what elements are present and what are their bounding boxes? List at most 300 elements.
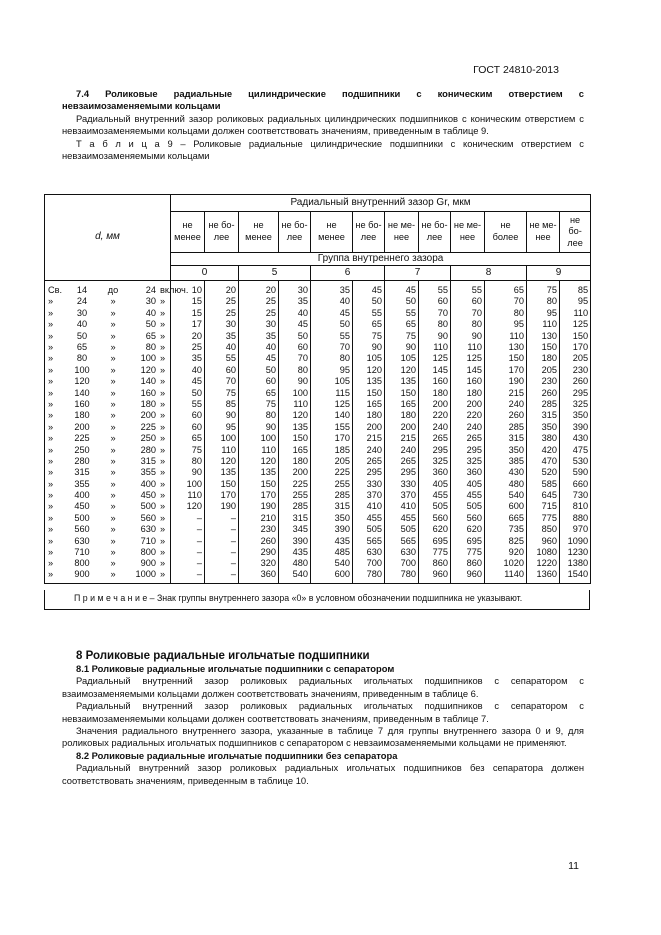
d-range-cell <box>45 558 171 569</box>
value-cell: 60 <box>205 364 239 375</box>
value-cell: 330 <box>353 478 385 489</box>
value-cell: – <box>171 535 205 546</box>
value-cell: 55 <box>205 353 239 364</box>
group-cell: 7 <box>385 266 451 281</box>
d-upper: 225 <box>140 421 156 432</box>
d-lower: 24 <box>76 296 88 307</box>
sub-header-cell: не более <box>485 212 527 253</box>
value-cell: 180 <box>527 353 560 364</box>
d-upper: 355 <box>140 467 156 478</box>
d-upper: 140 <box>140 376 156 387</box>
value-cell: 360 <box>239 569 279 583</box>
value-cell: 55 <box>419 285 451 296</box>
d-upper: 200 <box>140 410 156 421</box>
d-upper: 800 <box>140 547 156 558</box>
d-to: » <box>110 501 116 512</box>
value-cell: 120 <box>239 455 279 466</box>
value-cell: 135 <box>205 467 239 478</box>
table-row <box>45 433 591 444</box>
value-cell: 350 <box>311 512 353 523</box>
value-cell: 65 <box>385 319 419 330</box>
d-range-cell <box>45 569 171 583</box>
table-header-row <box>45 195 591 212</box>
d-lower: 630 <box>74 535 90 546</box>
value-cell: 825 <box>485 535 527 546</box>
d-lower: 710 <box>74 547 90 558</box>
note-text: П р и м е ч а н и е – Знак группы внутреннего зазора «0» в условном обозначении подшипника не указывают. <box>74 593 523 603</box>
value-cell: 150 <box>385 387 419 398</box>
value-cell: 150 <box>279 433 311 444</box>
value-cell: 255 <box>311 478 353 489</box>
value-cell: 455 <box>451 490 485 501</box>
value-cell: 780 <box>353 569 385 583</box>
table-row <box>45 319 591 330</box>
d-lower: 250 <box>74 444 90 455</box>
d-to: до <box>107 285 119 296</box>
d-prefix: » <box>48 490 54 501</box>
value-cell: 1140 <box>485 569 527 583</box>
d-upper: 450 <box>140 490 156 501</box>
table-9-note <box>44 590 590 610</box>
value-cell: 240 <box>451 421 485 432</box>
d-to: » <box>110 490 116 501</box>
d-range-cell <box>45 467 171 478</box>
value-cell: 215 <box>485 387 527 398</box>
value-cell: 215 <box>353 433 385 444</box>
value-cell: 320 <box>239 558 279 569</box>
value-cell: 390 <box>311 524 353 535</box>
value-cell: 70 <box>451 307 485 318</box>
d-lower: 280 <box>74 455 90 466</box>
value-cell: 190 <box>239 501 279 512</box>
value-cell: 125 <box>419 353 451 364</box>
d-prefix: » <box>48 342 54 352</box>
value-cell: 170 <box>560 341 591 352</box>
value-cell: 200 <box>451 398 485 409</box>
value-cell: 170 <box>205 490 239 501</box>
value-cell: 295 <box>419 444 451 455</box>
value-cell: 80 <box>279 364 311 375</box>
value-cell: 505 <box>419 501 451 512</box>
value-cell: 75 <box>205 387 239 398</box>
value-cell: 75 <box>527 285 560 296</box>
value-cell: 285 <box>527 398 560 409</box>
value-cell: 220 <box>419 410 451 421</box>
d-prefix: Св. <box>48 285 63 296</box>
d-upper: 160 <box>140 387 156 398</box>
value-cell: 1360 <box>527 569 560 583</box>
value-cell: 455 <box>419 490 451 501</box>
value-cell: 110 <box>485 330 527 341</box>
value-cell: 435 <box>279 546 311 557</box>
value-cell: 390 <box>560 421 591 432</box>
value-cell: 695 <box>419 535 451 546</box>
d-to: » <box>110 353 116 364</box>
value-cell: 290 <box>239 546 279 557</box>
value-cell: 180 <box>279 455 311 466</box>
d-lower: 140 <box>74 387 90 398</box>
d-incl: » <box>160 319 166 330</box>
value-cell: 50 <box>239 364 279 375</box>
value-cell: 180 <box>419 387 451 398</box>
value-cell: 230 <box>560 364 591 375</box>
value-cell: 20 <box>239 285 279 296</box>
value-cell: 405 <box>451 478 485 489</box>
section-7-4-paragraph: Радиальный внутренний зазор роликовых радиальных цилиндрических подшипников с коническим отверстием с невзаимозаменяемыми кольцами должен соответствовать значениям, приведенным в таблице 9. <box>62 112 584 137</box>
d-to: » <box>110 307 116 318</box>
d-incl: » <box>160 501 166 512</box>
value-cell: 265 <box>419 433 451 444</box>
d-lower: 160 <box>74 398 90 409</box>
value-cell: 1080 <box>527 546 560 557</box>
d-lower: 225 <box>74 433 90 444</box>
value-cell: – <box>171 524 205 535</box>
d-range-cell <box>45 330 171 341</box>
value-cell: 50 <box>311 319 353 330</box>
value-cell: 150 <box>239 478 279 489</box>
value-cell: 190 <box>485 376 527 387</box>
value-cell: 95 <box>560 296 591 307</box>
d-upper: 24 <box>145 285 156 296</box>
value-cell: 15 <box>171 307 205 318</box>
table-row <box>45 524 591 535</box>
value-cell: 455 <box>353 512 385 523</box>
table-row <box>45 467 591 478</box>
value-cell: 145 <box>419 364 451 375</box>
value-cell: 410 <box>385 501 419 512</box>
value-cell: 295 <box>385 467 419 478</box>
value-cell: 540 <box>279 569 311 583</box>
value-cell: 180 <box>451 387 485 398</box>
d-incl: » <box>160 512 166 523</box>
value-cell: 860 <box>451 558 485 569</box>
d-to: » <box>110 455 116 466</box>
d-incl: » <box>160 342 166 352</box>
value-cell: 350 <box>560 410 591 421</box>
value-cell: 140 <box>311 410 353 421</box>
value-cell: 35 <box>171 353 205 364</box>
value-cell: 205 <box>560 353 591 364</box>
d-incl: » <box>160 296 166 307</box>
sub-header-cell: не менее <box>311 212 353 253</box>
value-cell: 260 <box>560 376 591 387</box>
table-row <box>45 569 591 583</box>
d-range-cell <box>45 398 171 409</box>
d-range-cell <box>45 364 171 375</box>
value-cell: 880 <box>560 512 591 523</box>
value-cell: 115 <box>311 387 353 398</box>
d-upper: 630 <box>140 524 156 535</box>
table-row <box>45 546 591 557</box>
value-cell: 45 <box>171 376 205 387</box>
value-cell: 145 <box>451 364 485 375</box>
value-cell: 80 <box>451 319 485 330</box>
value-cell: 505 <box>451 501 485 512</box>
value-cell: 565 <box>353 535 385 546</box>
d-range-cell <box>45 376 171 387</box>
value-cell: 75 <box>385 330 419 341</box>
section-8 <box>62 649 584 787</box>
d-to: » <box>110 410 116 421</box>
page-number: 11 <box>568 860 579 872</box>
d-incl: » <box>160 410 166 421</box>
value-cell: 90 <box>385 341 419 352</box>
value-cell: 430 <box>485 467 527 478</box>
value-cell: 40 <box>311 296 353 307</box>
value-cell: 360 <box>451 467 485 478</box>
d-lower: 400 <box>74 490 90 501</box>
value-cell: 100 <box>171 478 205 489</box>
value-cell: 620 <box>419 524 451 535</box>
table-row <box>45 535 591 546</box>
d-upper: 40 <box>145 307 156 318</box>
d-range-cell <box>45 455 171 466</box>
value-cell: 220 <box>451 410 485 421</box>
value-cell: 80 <box>171 455 205 466</box>
value-cell: – <box>171 512 205 523</box>
d-prefix: » <box>48 319 54 330</box>
value-cell: 505 <box>353 524 385 535</box>
sub-header-cell: не бо-лее <box>205 212 239 253</box>
value-cell: 565 <box>385 535 419 546</box>
table-row <box>45 455 591 466</box>
d-prefix: » <box>48 535 54 546</box>
d-range-cell <box>45 387 171 398</box>
value-cell: 15 <box>171 296 205 307</box>
value-cell: 110 <box>451 341 485 352</box>
table-row <box>45 341 591 352</box>
value-cell: 120 <box>205 455 239 466</box>
d-incl: » <box>160 558 166 569</box>
value-cell: 110 <box>279 398 311 409</box>
value-cell: 225 <box>279 478 311 489</box>
value-cell: 265 <box>451 433 485 444</box>
d-prefix: » <box>48 444 54 455</box>
value-cell: 45 <box>385 285 419 296</box>
d-incl: » <box>160 524 166 535</box>
value-cell: 485 <box>311 546 353 557</box>
value-cell: 40 <box>239 341 279 352</box>
value-cell: 60 <box>419 296 451 307</box>
value-cell: 240 <box>385 444 419 455</box>
value-cell: 225 <box>311 467 353 478</box>
value-cell: 125 <box>311 398 353 409</box>
value-cell: 80 <box>485 307 527 318</box>
d-prefix: » <box>48 501 54 512</box>
value-cell: 110 <box>419 341 451 352</box>
value-cell: 60 <box>171 421 205 432</box>
value-cell: 960 <box>527 535 560 546</box>
d-prefix: » <box>48 569 54 580</box>
sub-header-cell: не менее <box>171 212 205 253</box>
value-cell: 95 <box>527 307 560 318</box>
value-cell: 95 <box>205 421 239 432</box>
value-cell: 70 <box>311 341 353 352</box>
d-lower: 560 <box>74 524 90 535</box>
value-cell: 315 <box>485 433 527 444</box>
d-range-cell <box>45 535 171 546</box>
value-cell: 80 <box>239 410 279 421</box>
d-range-cell <box>45 421 171 432</box>
value-cell: 80 <box>311 353 353 364</box>
sub-header-cell: не бо-лее <box>279 212 311 253</box>
value-cell: 330 <box>385 478 419 489</box>
value-cell: 130 <box>485 341 527 352</box>
value-cell: 55 <box>311 330 353 341</box>
sub-header-cell: не бо-лее <box>560 212 591 253</box>
value-cell: 260 <box>239 535 279 546</box>
value-cell: 665 <box>485 512 527 523</box>
d-upper: 30 <box>145 296 156 307</box>
table-row <box>45 444 591 455</box>
value-cell: 160 <box>419 376 451 387</box>
table-row <box>45 478 591 489</box>
value-cell: 150 <box>353 387 385 398</box>
d-range-cell <box>45 285 189 296</box>
value-cell: 325 <box>560 398 591 409</box>
value-cell: 350 <box>527 421 560 432</box>
section-8-heading: 8 Роликовые радиальные игольчатые подшипники <box>76 650 370 662</box>
value-cell: 325 <box>451 455 485 466</box>
table-row <box>45 330 591 341</box>
value-cell: 530 <box>560 455 591 466</box>
value-cell: 315 <box>311 501 353 512</box>
value-cell: 285 <box>279 501 311 512</box>
value-cell: 35 <box>239 330 279 341</box>
value-cell: 65 <box>239 387 279 398</box>
value-cell: – <box>171 546 205 557</box>
d-range-cell <box>45 501 171 512</box>
value-cell: 90 <box>451 330 485 341</box>
value-cell: 110 <box>527 319 560 330</box>
value-cell: 165 <box>353 398 385 409</box>
value-cell: 560 <box>451 512 485 523</box>
value-cell: 100 <box>239 433 279 444</box>
d-lower: 315 <box>74 467 90 478</box>
d-incl: » <box>160 455 166 466</box>
clearance-header: Радиальный внутренний зазор Gr, мкм <box>171 195 591 212</box>
d-range-cell <box>45 490 171 501</box>
table-row <box>45 501 591 512</box>
value-cell: 65 <box>353 319 385 330</box>
d-incl: » <box>160 467 166 478</box>
table-row <box>45 558 591 569</box>
value-cell: 100 <box>205 433 239 444</box>
value-cell: 45 <box>239 353 279 364</box>
value-cell: 165 <box>385 398 419 409</box>
value-cell: 780 <box>385 569 419 583</box>
value-cell: 1230 <box>560 546 591 557</box>
table-row <box>45 296 591 307</box>
d-to: » <box>110 558 116 569</box>
table-9 <box>44 194 591 584</box>
d-prefix: » <box>48 376 54 387</box>
value-cell: 75 <box>171 444 205 455</box>
d-prefix: » <box>48 478 54 489</box>
d-lower: 40 <box>76 319 88 330</box>
value-cell: 200 <box>419 398 451 409</box>
document-code: ГОСТ 24810-2013 <box>473 64 559 76</box>
value-cell: 505 <box>385 524 419 535</box>
section-8-1-paragraph-3: Значения радиального внутреннего зазора, указанные в таблице 7 для группы внутреннего зазора 0 и 9, для роликовых радиальных игольчатых подшипников с сепаратором с невзаимозаменяемыми кольцами не применяют. <box>62 725 584 749</box>
value-cell: 135 <box>239 467 279 478</box>
d-range-cell <box>45 524 171 535</box>
table-row <box>45 364 591 375</box>
value-cell: 480 <box>485 478 527 489</box>
value-cell: 970 <box>560 524 591 535</box>
d-to: » <box>110 387 116 398</box>
value-cell: 600 <box>311 569 353 583</box>
d-lower: 450 <box>74 501 90 512</box>
d-upper: 400 <box>140 478 156 489</box>
value-cell: 165 <box>279 444 311 455</box>
section-8-1-paragraph-1: Радиальный внутренний зазор роликовых радиальных игольчатых подшипников с сепаратором с взаимозаменяемыми кольцами должен соответствовать значениям, приведенным в таблице 6. <box>62 675 584 699</box>
d-range-cell <box>45 307 171 318</box>
d-to: » <box>110 467 116 478</box>
value-cell: 325 <box>419 455 451 466</box>
value-cell: 125 <box>451 353 485 364</box>
value-cell: 40 <box>279 307 311 318</box>
d-range-cell <box>45 444 171 455</box>
value-cell: 10 <box>171 285 205 296</box>
value-cell: 455 <box>385 512 419 523</box>
d-lower: 120 <box>74 376 90 387</box>
value-cell: 715 <box>527 501 560 512</box>
d-upper: 710 <box>140 535 156 546</box>
sub-header-cell: не бо-лее <box>353 212 385 253</box>
section-8-1-heading: 8.1 Роликовые радиальные игольчатые подшипники с сепаратором <box>76 663 395 674</box>
table-row <box>45 490 591 501</box>
value-cell: 90 <box>279 376 311 387</box>
value-cell: 35 <box>279 296 311 307</box>
value-cell: 50 <box>171 387 205 398</box>
d-prefix: » <box>48 547 54 558</box>
d-prefix: » <box>48 433 54 444</box>
d-incl: » <box>160 353 166 364</box>
value-cell: 860 <box>419 558 451 569</box>
value-cell: 30 <box>239 319 279 330</box>
value-cell: 75 <box>239 398 279 409</box>
value-cell: 50 <box>279 330 311 341</box>
value-cell: 645 <box>527 490 560 501</box>
value-cell: 45 <box>279 319 311 330</box>
value-cell: 155 <box>311 421 353 432</box>
value-cell: 775 <box>527 512 560 523</box>
d-upper: 900 <box>140 558 156 569</box>
value-cell: 120 <box>385 364 419 375</box>
d-to: » <box>110 330 116 341</box>
value-cell: 105 <box>311 376 353 387</box>
value-cell: 810 <box>560 501 591 512</box>
value-cell: 370 <box>385 490 419 501</box>
value-cell: 585 <box>527 478 560 489</box>
d-lower: 30 <box>76 307 88 318</box>
d-upper: 120 <box>140 364 156 375</box>
table-row <box>45 285 591 296</box>
value-cell: 160 <box>451 376 485 387</box>
value-cell: 90 <box>205 410 239 421</box>
value-cell: 45 <box>353 285 385 296</box>
value-cell: 620 <box>451 524 485 535</box>
d-incl: » <box>160 364 166 375</box>
value-cell: 60 <box>239 376 279 387</box>
value-cell: 695 <box>451 535 485 546</box>
d-prefix: » <box>48 364 54 375</box>
value-cell: 135 <box>385 376 419 387</box>
value-cell: 95 <box>311 364 353 375</box>
group-cell: 9 <box>527 266 591 281</box>
d-upper: 500 <box>140 501 156 512</box>
